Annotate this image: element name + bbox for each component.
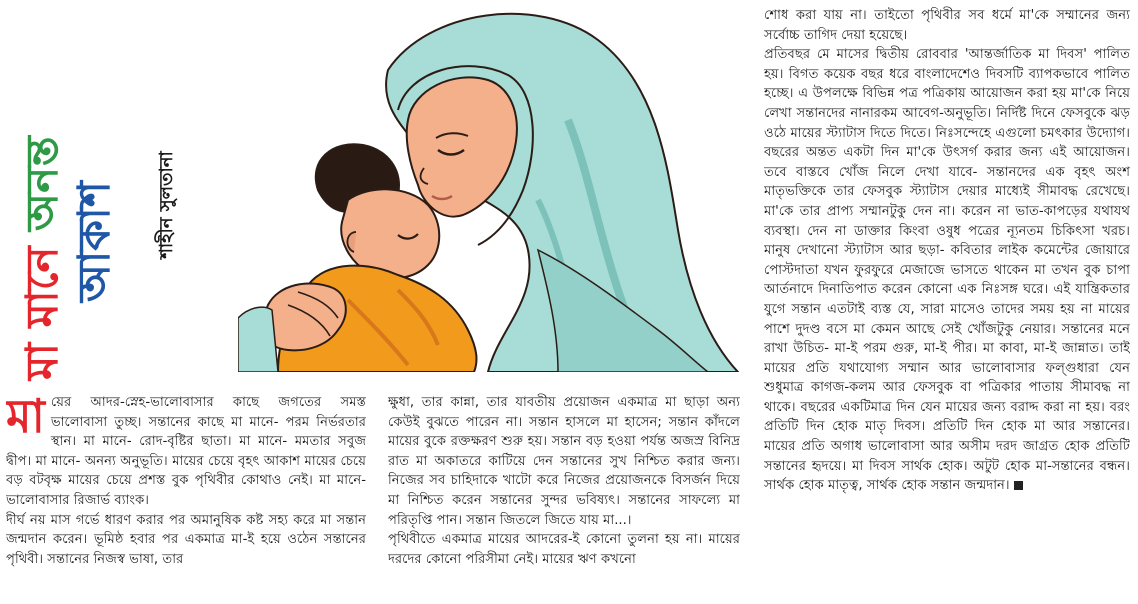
col1-paragraph-1: য়ের আদর-স্নেহ-ভালোবাসার কাছে জগতের সমস্ত ভালোবাসা তুচ্ছ। সন্তানের কাছে মা মানে- পরম নির্ভরতার স্থান। মা মানে- রোদ-বৃষ্টির ছাতা। মা মানে- মমতার সবুজ দ্বীপ। মা মানে- অনন্য অনুভূতি। মায়ের চেয়ে বৃহৎ আকাশ মায়ের চেয়ে বড় বটবৃক্ষ মায়ের চেয়ে প্রশস্ত বুক পৃথিবীর কোথাও নেই। মা মানে- ভালোবাসার রিজার্ভ ব্যাংক।	[6, 395, 366, 508]
col3-paragraph-1: শোধ করা যায় না। তাইতো পৃথিবীর সব ধর্মে মা'কে সম্মানের জন্য সর্বোচ্চ তাগিদ দেয়া হয়েছে।	[764, 8, 1130, 43]
mother-hugging-child-illustration	[238, 0, 758, 372]
col3-paragraph-2	[764, 45, 1130, 496]
col3-paragraph-2-text: প্রতিবছর মে মাসের দ্বিতীয় রোববার 'আন্তর্জাতিক মা দিবস' পালিত হয়। বিগত কয়েক বছর ধরে বাংলাদেশেও দিবসটি ব্যাপকভাবে পালিত হচ্ছে। এ উপলক্ষে বিভিন্ন পত্র পত্রিকায় আয়োজন করা হয় মা'কে নিয়ে লেখা সন্তানদের নানারকম আবেগ-অনুভূতি। নির্দিষ্ট দিনে ফেসবুকে ঝড় ওঠে মায়ের স্ট্যাটাস দিতে দিতে। নিঃসন্দেহে এগুলো চমৎকার উদ্যোগ। বছরের অন্তত একটা দিন মা'কে উৎসর্গ করার জন্য এই আয়োজন। তবে বাস্তবে খোঁজ নিলে দেখা যাবে- সন্তানদের এক বৃহৎ অংশ মাতৃভক্তিকে তার ফেসবুক স্ট্যাটাস দেয়ার মাধ্যেই সীমাবদ্ধ রেখেছে। মা'কে তার প্রাপ্য সম্মানটুকু দেন না। করেন না ভাত-কাপড়ের যথাযথ ব্যবস্থা। দেন না ডাক্তার কিংবা ওষুধ পত্রের ন্যূনতম চিকিৎসা খরচ। মানুষ দেখানো স্ট্যাটাস আর ছড়া- কবিতার লাইক কমেন্টের জোয়ারে পোস্টদাতা যখন ফুরফুরে মেজাজে ভাসতে থাকেন মা তখন বুক চাপা আর্তনাদে দিনাতিপাত করেন কোনো এক নিঃসঙ্গ ঘরে। এই যান্ত্রিকতার যুগে সন্তান এতটাই ব্যস্ত যে, সারা মাসেও তাদের সময় হয় না মায়ের পাশে দুদণ্ড বসে মা কেমন আছে সেই খোঁজটুকু নেয়ার। সন্তানের মনে রাখা উচিত- মা-ই পরম গুরু, মা-ই পীর। মা কাবা, মা-ই জান্নাত। তাই মায়ের প্রতি যথাযোগ্য সম্মান আর ভালোবাসার ফল্গুধারা যেন শুধুমাত্র কাগজ-কলম আর ফেসবুক বা পত্রিকার পাতায় সীমাবদ্ধ না থাকে। বছরের একটিমাত্র দিন যেন মায়ের জন্য বরাদ্দ করা না হয়। বরং প্রতিটি দিন হোক মাতৃ দিবস। প্রতিটি দিন হোক মা আর সন্তানের। মায়ের প্রতি অগাধ ভালোবাসা আর অসীম দরদ জাগ্রত হোক প্রতিটি সন্তানের হৃদয়ে। মা দিবস সার্থক হোক। অটুট হোক মা-সন্তানের বন্ধন। সার্থক হোক মাতৃত্ব, সার্থক হোক সন্তান জন্মদান।	[764, 47, 1130, 494]
article-column-3	[764, 6, 1130, 598]
col2-paragraph-2: পৃথিবীতে একমাত্র মায়ের আদরের-ই কোনো তুলনা হয় না। মায়ের দরদের কোনো পরিসীমা নেই। মায়ের ঋণ কখনো	[388, 532, 740, 567]
byline	[150, 110, 184, 300]
end-of-article-icon	[1014, 481, 1023, 490]
title-word-akash: আকাশ	[69, 181, 120, 302]
article-title	[6, 8, 132, 380]
title-word-ma: মা	[17, 342, 68, 380]
title-word-mane: মানে	[17, 246, 68, 328]
title-line-1	[17, 8, 69, 380]
drop-cap: মা	[6, 393, 45, 443]
col1-paragraph-2: দীর্ঘ নয় মাস গর্ভে ধারণ করার পর অমানুষিক কষ্ট সহ্য করে মা সন্তান জন্মদান করেন। ভূমিষ্ঠ হবার পর একমাত্র মা-ই হয়ে ওঠেন সন্তানের পৃথিবী। সন্তানের নিজস্ব ভাষা, তার	[6, 512, 366, 567]
author-name: শাহীন সুলতানা	[156, 151, 177, 259]
article-column-2	[388, 393, 740, 598]
title-word-onanto: অনন্ত	[17, 136, 68, 231]
col2-paragraph-1: ক্ষুধা, তার কান্না, তার যাবতীয় প্রয়োজন একমাত্র মা ছাড়া অন্য কেউই বুঝতে পারেন না। সন্তান হাসলে মা হাসেন; সন্তান কাঁদলে মায়ের বুকে রক্তক্ষরণ শুরু হয়। সন্তান বড় হওয়া পর্যন্ত অজস্র বিনিদ্র রাত মা অকাতরে কাটিয়ে দেন সন্তানের সুখ নিশ্চিত করার জন্য। নিজের সব চাহিদাকে খাটো করে নিজের প্রয়োজনকে বিসর্জন দিয়ে মা নিশ্চিত করেন সন্তানের সুন্দর ভবিষ্যৎ। সন্তানের সাফল্যে মা পরিতৃপ্তি পান। সন্তান জিতলে জিতে যায় মা...।	[388, 395, 740, 528]
article-column-1	[6, 393, 366, 598]
mother-sleeve	[238, 307, 278, 372]
